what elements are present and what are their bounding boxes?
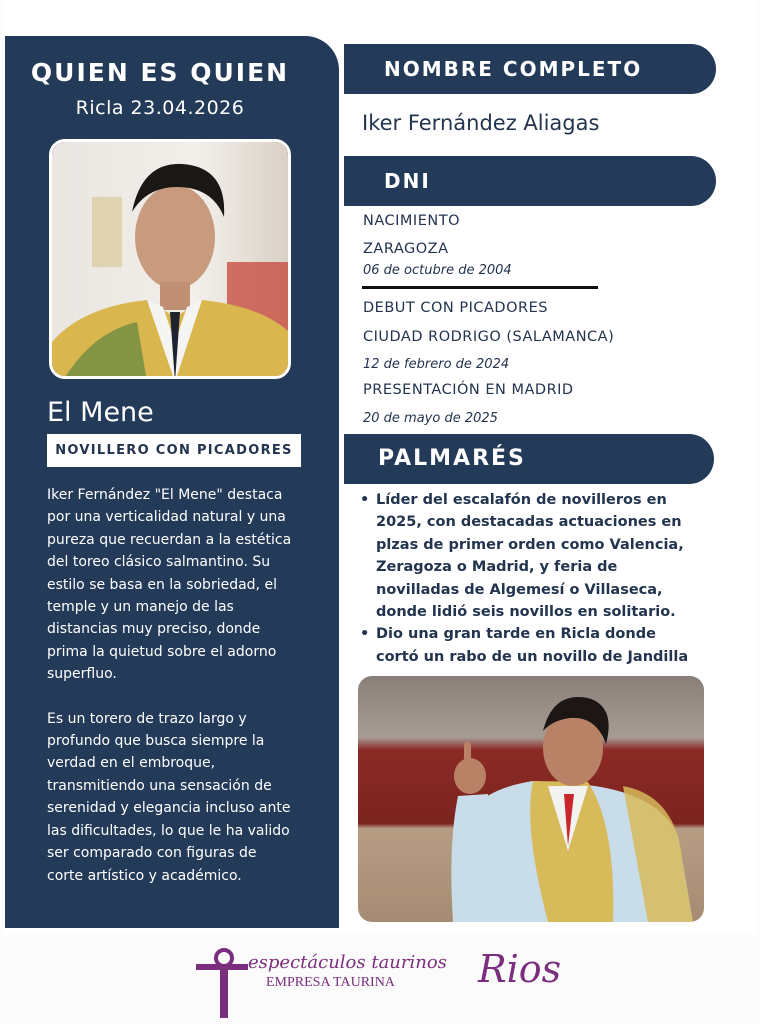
birth-date: 06 de octubre de 2004 xyxy=(363,263,512,278)
birth-place: ZARAGOZA xyxy=(363,241,449,257)
nickname: El Mene xyxy=(47,397,154,428)
debut-place: CIUDAD RODRIGO (SALAMANCA) xyxy=(363,329,615,345)
full-name-heading: NOMBRE COMPLETO xyxy=(344,44,716,94)
company-logo xyxy=(186,936,586,1022)
action-photo xyxy=(358,676,704,922)
logo-script-text: espectáculos taurinos xyxy=(248,952,447,973)
logo-brand: Rios xyxy=(478,947,562,991)
bio-paragraph: Es un torero de trazo largo y profundo que busca siempre la verdad en el embroque, transmitiendo una sensación de serenidad y elegancia incluso ante las dificultades, lo que le ha valido ser comparado con figuras de corte artístico y académico. xyxy=(47,710,291,884)
list-item: • Dio una gran tarde en Ricla donde cortó un rabo de un novillo de Jandilla xyxy=(358,623,703,668)
bio-paragraph: Iker Fernández "El Mene" destaca por una verticalidad natural y una pureza que recuerdan a la estética del toreo clásico salmantino. Su estilo se basa en la sobriedad, el temple y un manejo de las distancias muy preciso, donde prima la quietud sobre el adorno superfluo. xyxy=(47,487,292,683)
role-badge: NOVILLERO CON PICADORES xyxy=(47,434,301,467)
palmares-heading: PALMARÉS xyxy=(344,434,714,484)
profile-panel xyxy=(5,36,339,928)
section-divider xyxy=(362,286,598,289)
madrid-date: 20 de mayo de 2025 xyxy=(363,411,498,426)
debut-label: DEBUT CON PICADORES xyxy=(363,300,548,316)
poster-title: QUIEN ES QUIEN xyxy=(30,58,290,87)
event-date: Ricla 23.04.2026 xyxy=(75,97,245,119)
portrait-photo xyxy=(49,139,291,379)
dni-heading: DNI xyxy=(344,156,716,206)
birth-label: NACIMIENTO xyxy=(363,213,460,229)
madrid-label: PRESENTACIÓN EN MADRID xyxy=(363,382,574,398)
logo-subtitle: EMPRESA TAURINA xyxy=(266,975,395,990)
palmares-list xyxy=(358,489,703,668)
full-name: Iker Fernández Aliagas xyxy=(362,111,600,135)
list-item: • Líder del escalafón de novilleros en 2025, con destacadas actuaciones en plzas de primer orden como Valencia, Zeragoza o Madrid, y feria de novilladas de Algemesí o Villaseca, donde lidió seis novillos en solitario. xyxy=(358,489,703,623)
biography xyxy=(47,484,297,909)
debut-date: 12 de febrero de 2024 xyxy=(363,357,510,372)
